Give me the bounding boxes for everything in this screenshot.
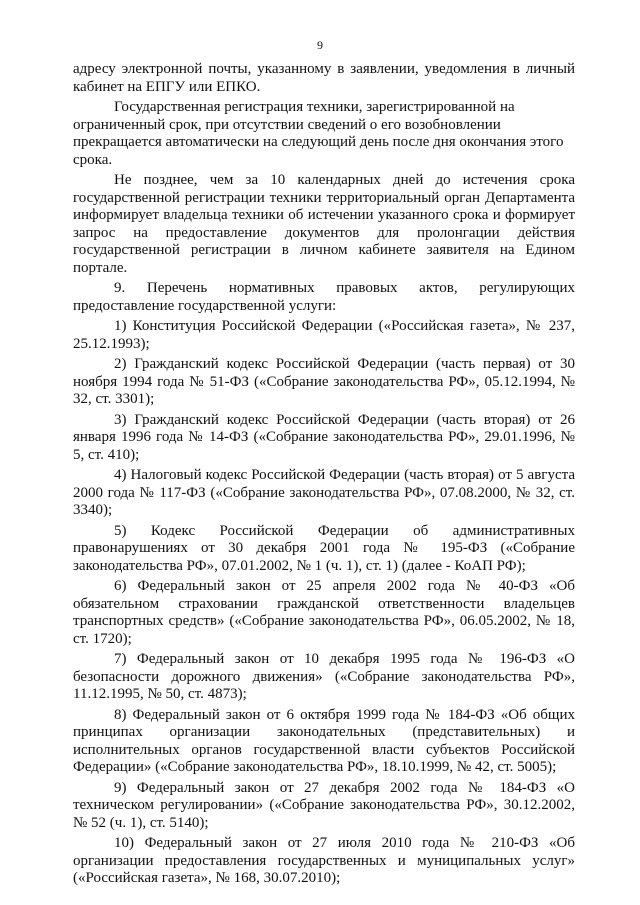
list-item: 9) Федеральный закон от 27 декабря 2002 года № 184-ФЗ «О техническом регулировании» («Собрание законодательства РФ», 30.12.2002, № 52 (ч. 1), ст. 5140); xyxy=(73,779,575,831)
list-item: 10) Федеральный закон от 27 июля 2010 года № 210-ФЗ «Об организации предоставления государственных и муниципальных услуг» («Российская газета», № 168, 30.07.2010); xyxy=(73,835,575,886)
paragraph: 9. Перечень нормативных правовых актов, регулирующих предоставление государственной услуги: xyxy=(73,280,575,314)
document-body xyxy=(73,61,575,891)
list-item: 6) Федеральный закон от 25 апреля 2002 года № 40-ФЗ «Об обязательном страховании гражданской ответственности владельцев транспортных средств» («Собрание законодательства РФ», 06.05.2002, № 18, ст. 1720); xyxy=(73,578,575,647)
list-item: 2) Гражданский кодекс Российской Федерации (часть первая) от 30 ноября 1994 года № 51-ФЗ («Собрание законодательства РФ», 05.12.1994, № 32, ст. 3301); xyxy=(73,356,575,407)
page-number: 9 xyxy=(317,38,323,52)
list-item: 1) Конституция Российской Федерации («Российская газета», № 237, 25.12.1993); xyxy=(73,318,575,352)
list-item: 5) Кодекс Российской Федерации об административных правонарушениях от 30 декабря 2001 года № 195-ФЗ («Собрание законодательства РФ», 07.01.2002, № 1 (ч. 1), ст. 1) (далее - КоАП РФ); xyxy=(73,522,575,574)
paragraph: адресу электронной почты, указанному в заявлении, уведомления в личный кабинет на ЕПГУ или ЕПКО. xyxy=(73,61,575,95)
list-item: 4) Налоговый кодекс Российской Федерации (часть вторая) от 5 августа 2000 года № 117-ФЗ («Собрание законодательства РФ», 07.08.2000, № 32, ст. 3340); xyxy=(73,467,575,518)
list-item: 7) Федеральный закон от 10 декабря 1995 года № 196-ФЗ «О безопасности дорожного движения» («Собрание законодательства РФ», 11.12.1995, № 50, ст. 4873); xyxy=(73,651,575,702)
list-item: 3) Гражданский кодекс Российской Федерации (часть вторая) от 26 января 1996 года № 14-ФЗ («Собрание законодательства РФ», 29.01.1996, № 5, ст. 410); xyxy=(73,411,575,463)
list-item: 8) Федеральный закон от 6 октября 1999 года № 184-ФЗ «Об общих принципах организации законодательных (представительных) и исполнительных органов государственной власти субъектов Российской Федерации» («Собрание законодательства РФ», 18.10.1999, № 42, ст. 5005); xyxy=(73,706,575,775)
paragraph: Государственная регистрация техники, зарегистрированной на ограниченный срок, при отсутствии сведений о его возобновлении прекращается автоматически на следующий день после дня окончания этого срока. xyxy=(73,99,564,168)
paragraph: Не позднее, чем за 10 календарных дней до истечения срока государственной регистрации техники территориальный орган Департамента информирует владельца техники об истечении указанного срока и формирует запрос на предоставление документов для пролонгации действия государственной регистрации в личном кабинете заявителя на Едином портале. xyxy=(73,172,575,276)
